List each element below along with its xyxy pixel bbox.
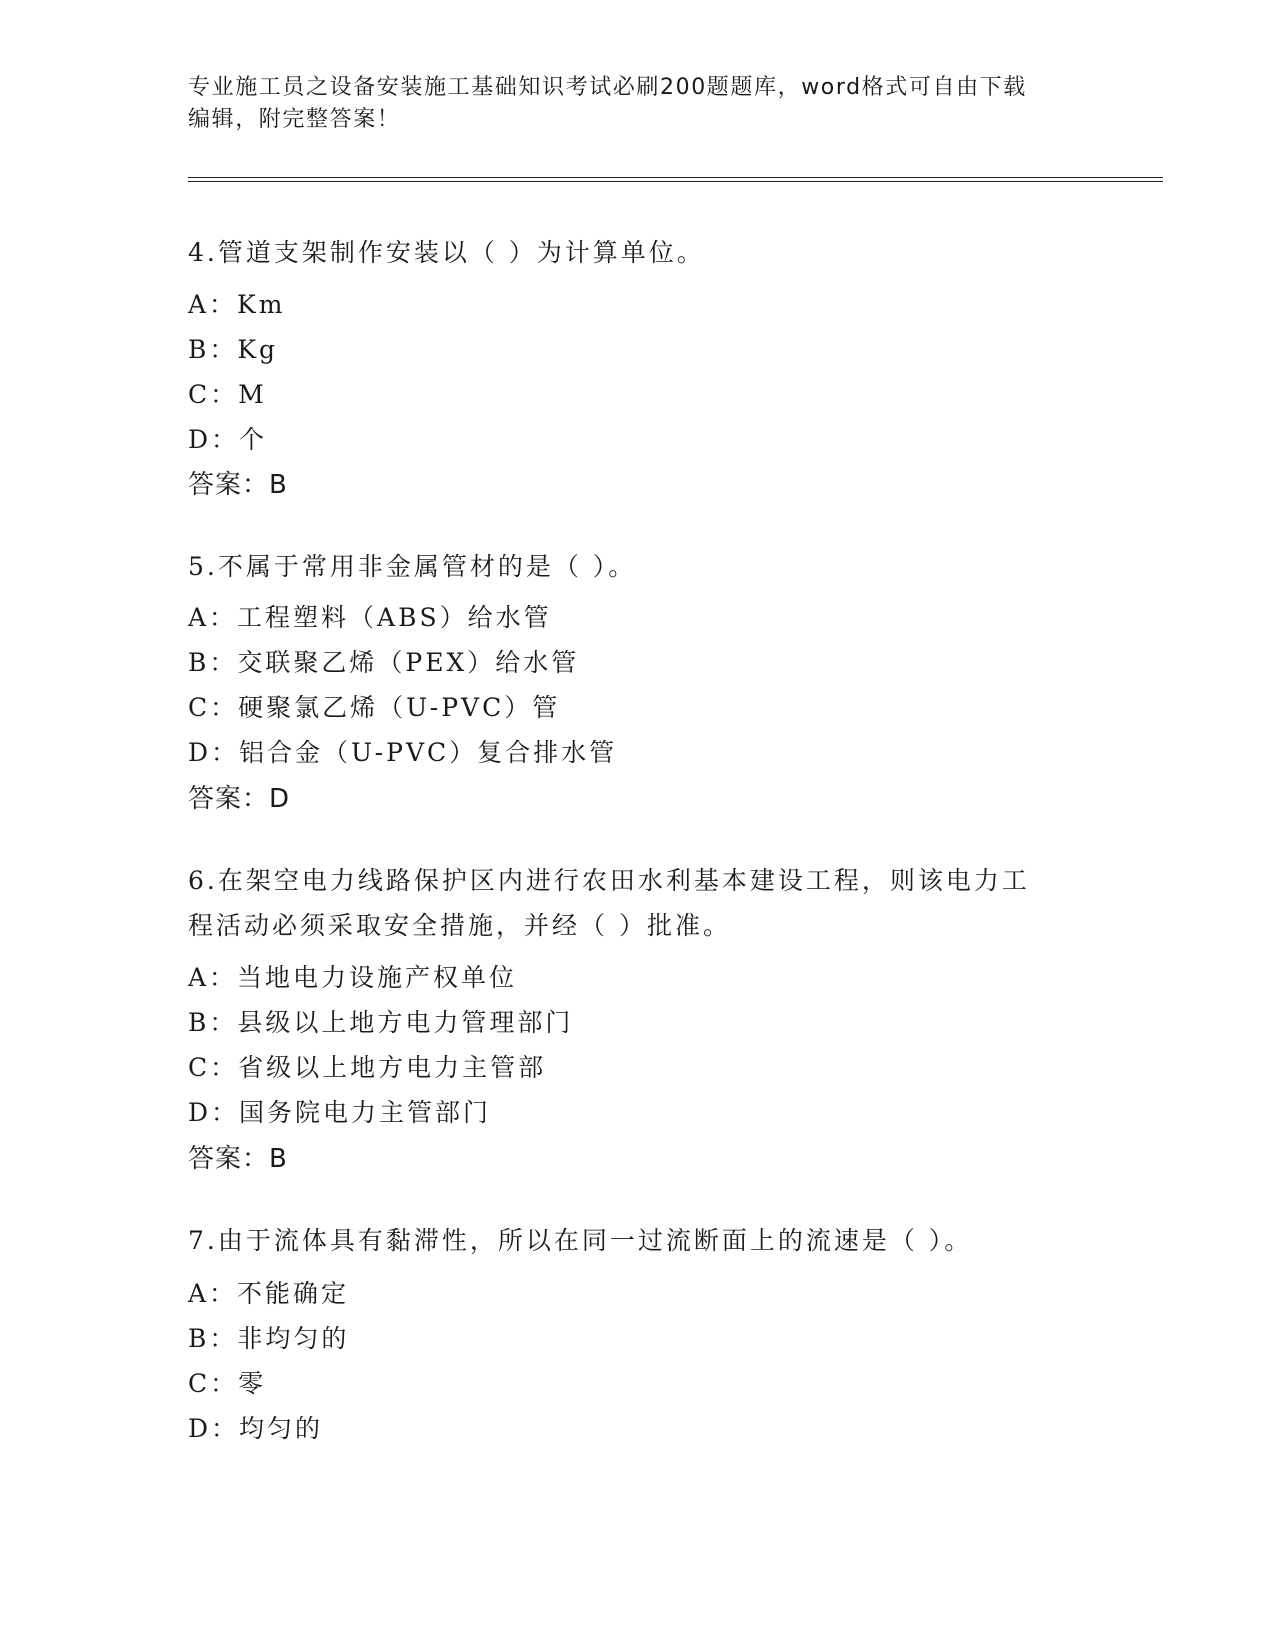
option-c: C：零 xyxy=(188,1369,267,1398)
option-c: C：硬聚氯乙烯（U-PVC）管 xyxy=(188,693,561,722)
header-divider-bottom xyxy=(188,181,1163,182)
option-a: A：工程塑料（ABS）给水管 xyxy=(188,603,552,632)
answer-label: 答案：D xyxy=(188,784,291,814)
option-d: D：均匀的 xyxy=(188,1414,324,1443)
question-text: 7.由于流体具有黏滞性，所以在同一过流断面上的流速是（ ）。 xyxy=(188,1226,973,1255)
option-b: B：交联聚乙烯（PEX）给水管 xyxy=(188,648,580,677)
option-a: A：不能确定 xyxy=(188,1279,350,1308)
answer-label: 答案：B xyxy=(188,470,288,500)
option-b: B：Kg xyxy=(188,335,279,364)
answer-label: 答案：B xyxy=(188,1144,288,1174)
question-text: 6.在架空电力线路保护区内进行农田水利基本建设工程，则该电力工 xyxy=(188,866,1030,895)
option-b: B：非均匀的 xyxy=(188,1324,350,1353)
question-text-continued: 程活动必须采取安全措施，并经（ ）批准。 xyxy=(188,911,731,940)
document-title-line-1: 专业施工员之设备安装施工基础知识考试必刷200题题库，word格式可自由下载 xyxy=(188,75,1027,100)
option-a: A：Km xyxy=(188,290,286,319)
option-c: C：省级以上地方电力主管部 xyxy=(188,1053,547,1082)
document-title-line-2: 编辑，附完整答案！ xyxy=(188,107,401,132)
question-text: 5.不属于常用非金属管材的是（ ）。 xyxy=(188,552,637,581)
option-d: D：铝合金（U-PVC）复合排水管 xyxy=(188,738,618,767)
option-d: D：国务院电力主管部门 xyxy=(188,1098,492,1127)
option-a: A：当地电力设施产权单位 xyxy=(188,963,518,992)
option-b: B：县级以上地方电力管理部门 xyxy=(188,1008,574,1037)
option-c: C：M xyxy=(188,380,267,409)
header-divider-top xyxy=(188,177,1163,178)
option-d: D：个 xyxy=(188,425,268,454)
question-text: 4.管道支架制作安装以（ ）为计算单位。 xyxy=(188,238,705,267)
